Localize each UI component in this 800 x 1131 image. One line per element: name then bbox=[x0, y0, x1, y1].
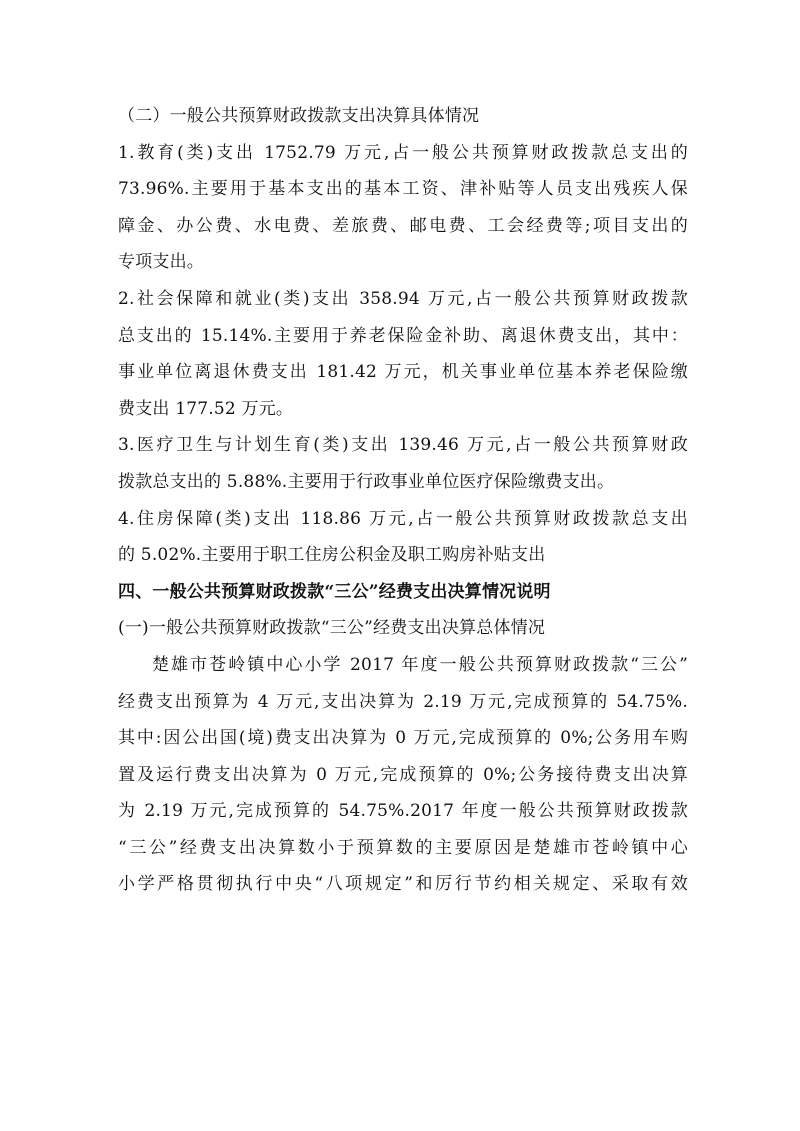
paragraph-line: 事业单位离退休费支出 181.42 万元，机关事业单位基本养老保险缴 bbox=[118, 362, 688, 383]
paragraph-line: 73.96%.主要用于基本支出的基本工资、津补贴等人员支出残疾人保 bbox=[118, 179, 688, 200]
paragraph-line: 2.社会保障和就业(类)支出 358.94 万元,占一般公共预算财政拨款 bbox=[118, 288, 688, 309]
paragraph-line: 置及运行费支出决算为 0 万元,完成预算的 0%;公务接待费支出决算 bbox=[118, 764, 688, 785]
document-page bbox=[118, 98, 688, 903]
paragraph-line: 的 5.02%.主要用于职工住房公积金及职工购房补贴支出 bbox=[118, 545, 546, 566]
paragraph-line: 专项支出。 bbox=[118, 252, 204, 273]
paragraph-line: 拨款总支出的 5.88%.主要用于行政事业单位医疗保险缴费支出。 bbox=[118, 471, 615, 492]
subsection-heading: (一)一般公共预算财政拨款“三公”经费支出决算总体情况 bbox=[118, 618, 546, 639]
paragraph-line: 楚雄市苍岭镇中心小学 2017 年度一般公共预算财政拨款“三公” bbox=[152, 654, 688, 675]
paragraph-line: 1.教育(类)支出 1752.79 万元,占一般公共预算财政拨款总支出的 bbox=[118, 142, 688, 163]
paragraph-line: “三公”经费支出决算数小于预算数的主要原因是楚雄市苍岭镇中心 bbox=[118, 837, 688, 858]
paragraph-line: 障金、办公费、水电费、差旅费、邮电费、工会经费等;项目支出的 bbox=[118, 215, 688, 236]
section-heading: 四、一般公共预算财政拨款“三公”经费支出决算情况说明 bbox=[118, 581, 551, 602]
paragraph-line: 费支出 177.52 万元。 bbox=[118, 398, 294, 419]
paragraph-line: 3.医疗卫生与计划生育(类)支出 139.46 万元,占一般公共预算财政 bbox=[118, 435, 688, 456]
paragraph-line: 经费支出预算为 4 万元,支出决算为 2.19 万元,完成预算的 54.75%. bbox=[118, 691, 688, 712]
paragraph-line: 小学严格贯彻执行中央“八项规定”和厉行节约相关规定、采取有效 bbox=[118, 874, 688, 895]
paragraph-line: 其中:因公出国(境)费支出决算为 0 万元,完成预算的 0%;公务用车购 bbox=[118, 728, 688, 749]
paragraph-line: 总支出的 15.14%.主要用于养老保险金补助、离退休费支出，其中： bbox=[118, 325, 688, 346]
subsection-heading: （二）一般公共预算财政拨款支出决算具体情况 bbox=[118, 106, 480, 126]
paragraph-line: 4.住房保障(类)支出 118.86 万元,占一般公共预算财政拨款总支出 bbox=[118, 508, 688, 529]
paragraph-line: 为 2.19 万元,完成预算的 54.75%.2017 年度一般公共预算财政拨款 bbox=[118, 801, 688, 822]
